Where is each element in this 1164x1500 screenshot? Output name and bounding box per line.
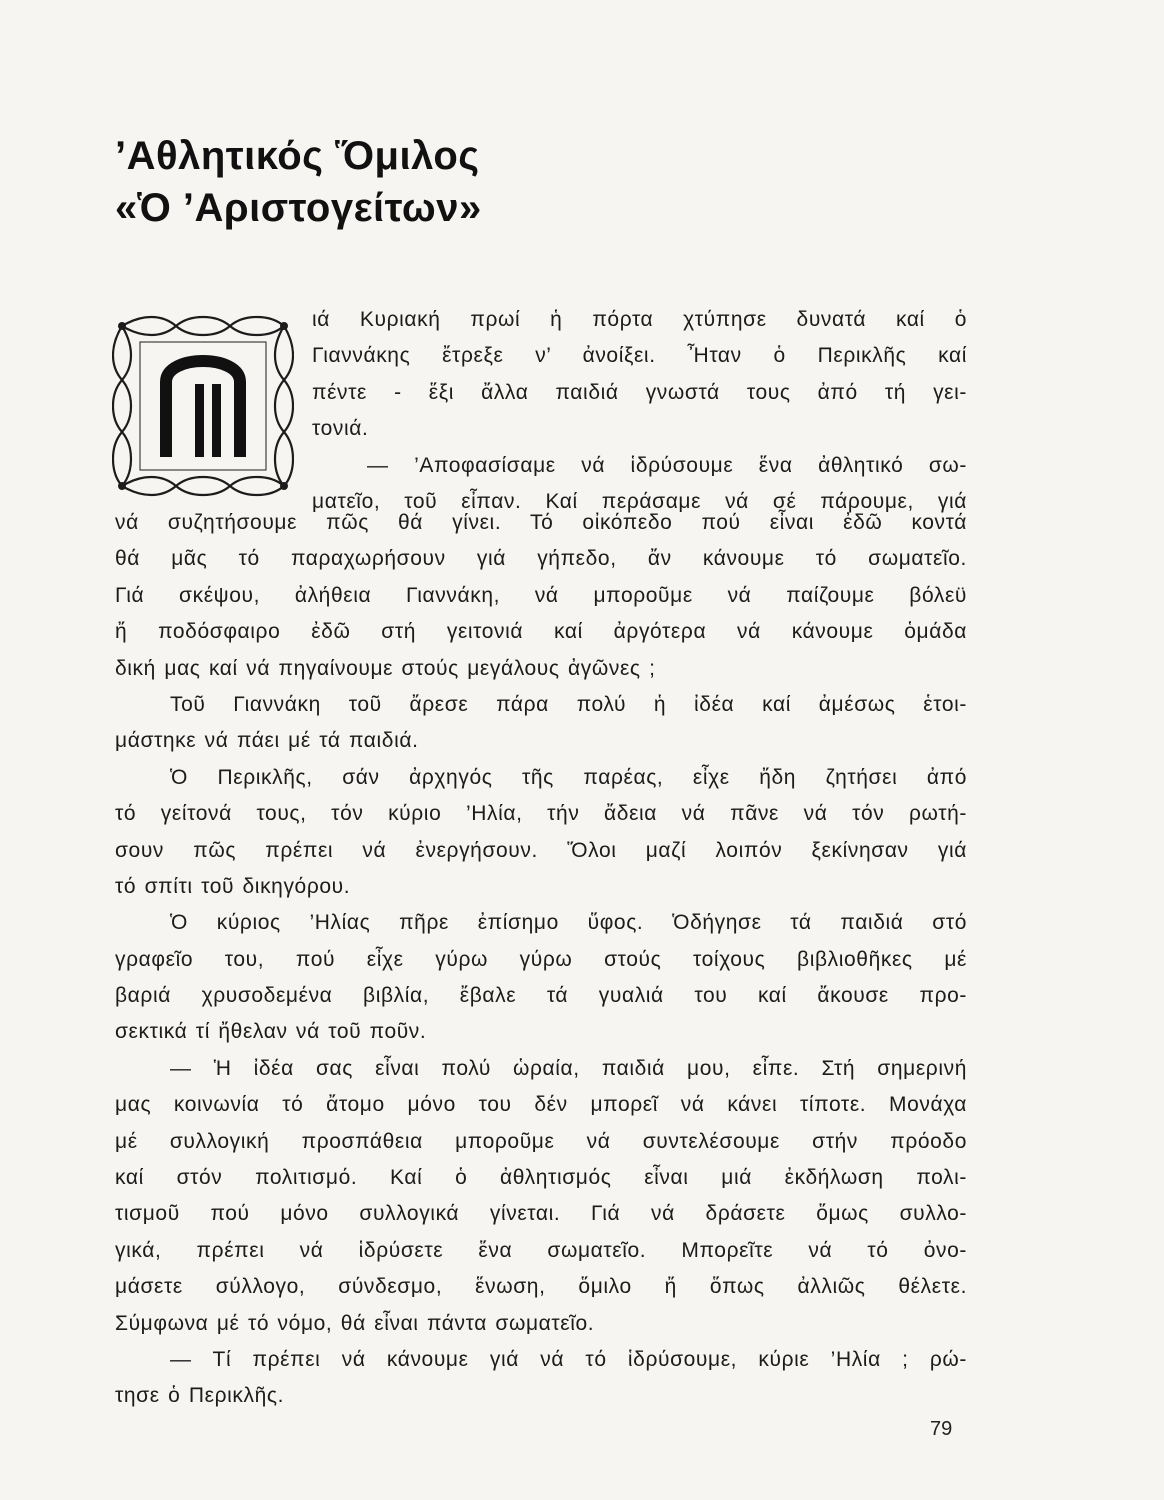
text-line: — ’Αποφασίσαμε νά ἱδρύσουμε ἕνα ἀθλητικό σω- (367, 453, 967, 477)
body-text (115, 505, 967, 1415)
text-line: Γιά σκέψου, ἀλήθεια Γιαννάκη, νά μποροῦμε νά παίζουμε βόλεϋ (115, 583, 967, 607)
text-line: γραφεῖο του, πού εἶχε γύρω γύρω στούς τοίχους βιβλιοθῆκες μέ (115, 947, 967, 971)
ornamental-frame-icon (112, 312, 294, 500)
page-number: 79 (930, 1418, 953, 1440)
chapter-title (115, 130, 715, 234)
text-line: τό σπίτι τοῦ δικηγόρου. (115, 874, 351, 898)
text-line: μας κοινωνία τό ἄτομο μόνο του δέν μπορεῖ νά κάνει τίποτε. Μονάχα (115, 1093, 967, 1117)
chapter-title-line-2: «Ὁ ’Αριστογείτων» (115, 186, 482, 230)
text-line: τισμοῦ πού μόνο συλλογικά γίνεται. Γιά νά δράσετε ὅμως συλλο- (115, 1202, 967, 1226)
text-line: ἤ ποδόσφαιρο ἐδῶ στή γειτονιά καί ἀργότερα νά κάνουμε ὁμάδα (115, 620, 967, 644)
text-line: βαριά χρυσοδεμένα βιβλία, ἔβαλε τά γυαλιά του καί ἄκουσε προ- (115, 984, 967, 1008)
text-line: τό γείτονά τους, τόν κύριο ’Ηλία, τήν ἄδεια νά πᾶνε νά τόν ρωτή- (115, 802, 967, 826)
text-line: γικά, πρέπει νά ἱδρύσετε ἕνα σωματεῖο. Μπορεῖτε νά τό ὀνο- (115, 1238, 967, 1262)
text-line: μάστηκε νά πάει μέ τά παιδιά. (115, 729, 419, 753)
text-line: πέντε - ἕξι ἄλλα παιδιά γνωστά τους ἀπό τή γει- (312, 380, 967, 404)
text-line: Τοῦ Γιαννάκη τοῦ ἄρεσε πάρα πολύ ἡ ἰδέα καί ἀμέσως ἑτοι- (170, 692, 967, 716)
text-line: Ὁ κύριος ’Ηλίας πῆρε ἐπίσημο ὕφος. Ὁδήγησε τά παιδιά στό (170, 911, 967, 935)
text-line: ματεῖο, τοῦ εἶπαν. Καί περάσαμε νά σέ πάρουμε, γιά (312, 489, 967, 513)
drop-cap (112, 312, 294, 500)
text-line: νά συζητήσουμε πῶς θά γίνει. Τό οἰκόπεδο πού εἶναι ἐδῶ κοντά (115, 511, 967, 534)
text-line: τονιά. (312, 417, 369, 441)
text-line: ιά Κυριακή πρωί ἡ πόρτα χτύπησε δυνατά καί ὁ (312, 308, 967, 331)
text-line: — Ἡ ἰδέα σας εἶναι πολύ ὡραία, παιδιά μου, εἶπε. Στή σημερινή (170, 1056, 967, 1080)
text-line: Σύμφωνα μέ τό νόμο, θά εἶναι πάντα σωματεῖο. (115, 1311, 595, 1335)
text-line: θά μᾶς τό παραχωρήσουν γιά γήπεδο, ἄν κάνουμε τό σωματεῖο. (115, 547, 967, 571)
chapter-title-line-1: ’Αθλητικός Ὅμιλος (115, 134, 480, 178)
text-line: καί στόν πολιτισμό. Καί ὁ ἀθλητισμός εἶναι μιά ἐκδήλωση πολι- (115, 1166, 967, 1190)
drop-cap-letter: Μ (203, 492, 204, 493)
text-line: δική μας καί νά πηγαίνουμε στούς μεγάλους ἀγῶνες ; (115, 656, 656, 680)
text-line: Γιαννάκης ἔτρεξε ν’ ἀνοίξει. Ἦταν ὁ Περικλῆς καί (312, 344, 967, 368)
text-line: μέ συλλογική προσπάθεια μποροῦμε νά συντελέσουμε στήν πρόοδο (115, 1129, 967, 1153)
paragraph-1 (312, 302, 967, 520)
text-line: σουν πῶς πρέπει νά ἐνεργήσουν. Ὅλοι μαζί λοιπόν ξεκίνησαν γιά (115, 838, 967, 862)
text-line: Ὁ Περικλῆς, σάν ἀρχηγός τῆς παρέας, εἶχε ἤδη ζητήσει ἀπό (170, 765, 967, 789)
text-line: μάσετε σύλλογο, σύνδεσμο, ἕνωση, ὅμιλο ἤ ὅπως ἀλλιῶς θέλετε. (115, 1275, 967, 1299)
text-line: σεκτικά τί ἤθελαν νά τοῦ ποῦν. (115, 1020, 427, 1044)
text-line: — Τί πρέπει νά κάνουμε γιά νά τό ἱδρύσουμε, κύριε ’Ηλία ; ρώ- (170, 1347, 967, 1371)
text-line: τησε ὁ Περικλῆς. (115, 1384, 285, 1408)
